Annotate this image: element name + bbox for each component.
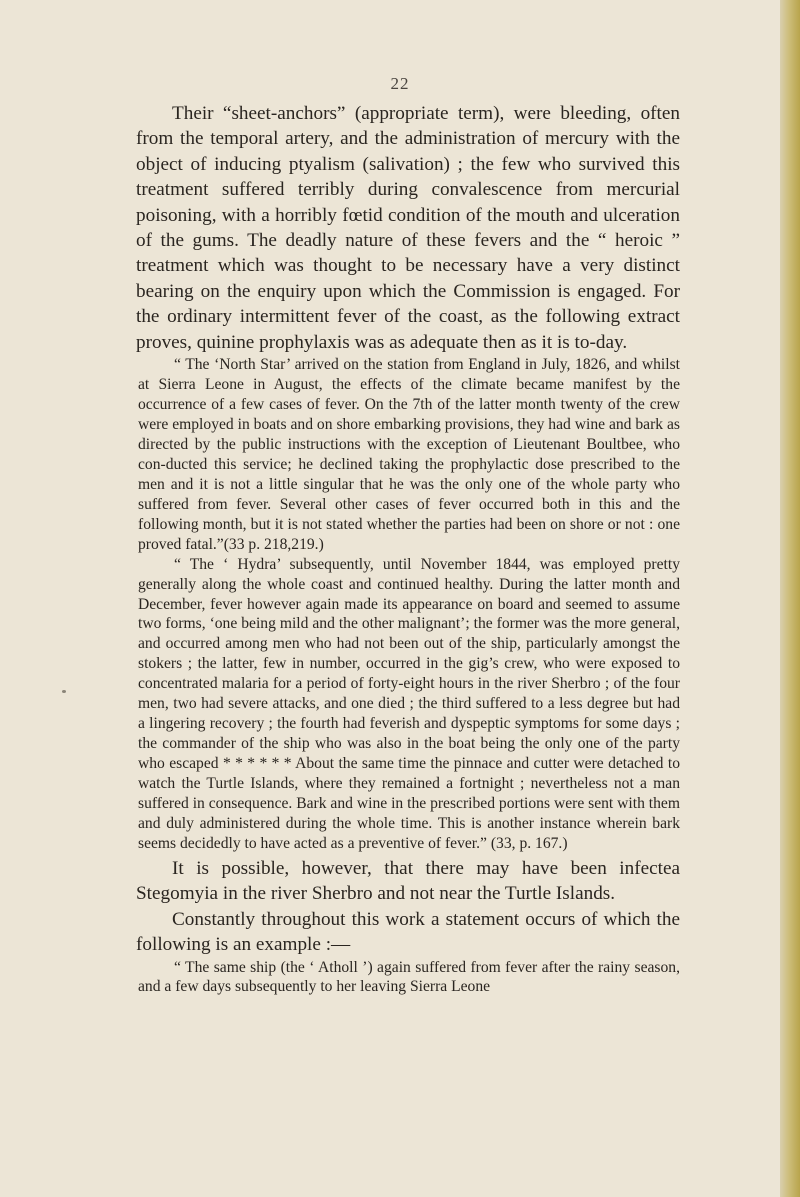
- paragraph-stegomyia: It is possible, however, that there may have been infectea Stegomyia in the river Sherbro and not near the Turtle Islands.: [136, 857, 680, 905]
- page-number: 22: [390, 74, 410, 93]
- paragraph-constantly: Constantly throughout this work a statement occurs of which the following is an example :—: [136, 908, 680, 956]
- quote-hydra: “ The ‘ Hydra’ subsequently, until November 1844, was employed pretty generally along the whole coast and continued healthy. During the latter month and December, fever however again made its appearance on board and seemed to assume two forms, ‘one being mild and the other malignant’; the former was the more general, and occurred among men who had not been out of the ship, particularly amongst the stokers ; the latter, few in number, occurred in the gig’s crew, who were exposed to concentrated malaria for a period of forty-eight hours in the river Sherbro ; of the four men, two had severe attacks, and one died ; the third suffered to a less degree but had a lingering recovery ; the fourth had feverish and dyspeptic symptoms for some days ; the commander of the ship who was also in the boat being the only one of the party who escaped * * * * * * About the same time the pinnace and cutter were detached to watch the Turtle Islands, where they remained a fortnight ; nevertheless not a man suffered in consequence. Bark and wine in the prescribed portions were sent with them and duly administered during the whole time. This is another instance wherein bark seems decidedly to have acted as a preventive of fever.” (33, p. 167.): [138, 555, 680, 852]
- page-edge: [780, 0, 800, 1197]
- quote-atholl: “ The same ship (the ‘ Atholl ’) again suffered from fever after the rainy season, and a few days subsequently to her leaving Sierra Leone: [138, 958, 680, 996]
- margin-mark: [62, 690, 66, 693]
- quote-north-star: “ The ‘North Star’ arrived on the station from England in July, 1826, and whilst at Sierra Leone in August, the effects of the climate became manifest by the occurrence of a few cases of fever. On the 7th of the latter month twenty of the crew were employed in boats and on shore embarking provisions, they had wine and bark as directed by the public instructions with the exception of Lieutenant Boultbee, who con-ducted this service; he declined taking the prophylactic dose prescribed to the men and it is not a little singular that he was the only one of the whole party who suffered from fever. Several other cases of fever occurred both in this and the following month, but it is not stated whether the parties had been on shore or not : one proved fatal.”(33 p. 218,219.): [138, 356, 680, 553]
- paragraph-treatment: Their “sheet-anchors” (appropriate term), were bleeding, often from the temporal artery, and the administration of mercury with the object of inducing ptyalism (salivation) ; the few who survived this treatment suffered terribly during convalescence from mercurial poisoning, with a horribly fœtid condition of the mouth and ulceration of the gums. The deadly nature of these fevers and the “ heroic ” treatment which was thought to be necessary have a very distinct bearing on the enquiry upon which the Commission is engaged. For the ordinary intermittent fever of the coast, as the following extract proves, quinine prophylaxis was as adequate then as it is to-day.: [136, 103, 680, 353]
- page-body: [136, 101, 680, 997]
